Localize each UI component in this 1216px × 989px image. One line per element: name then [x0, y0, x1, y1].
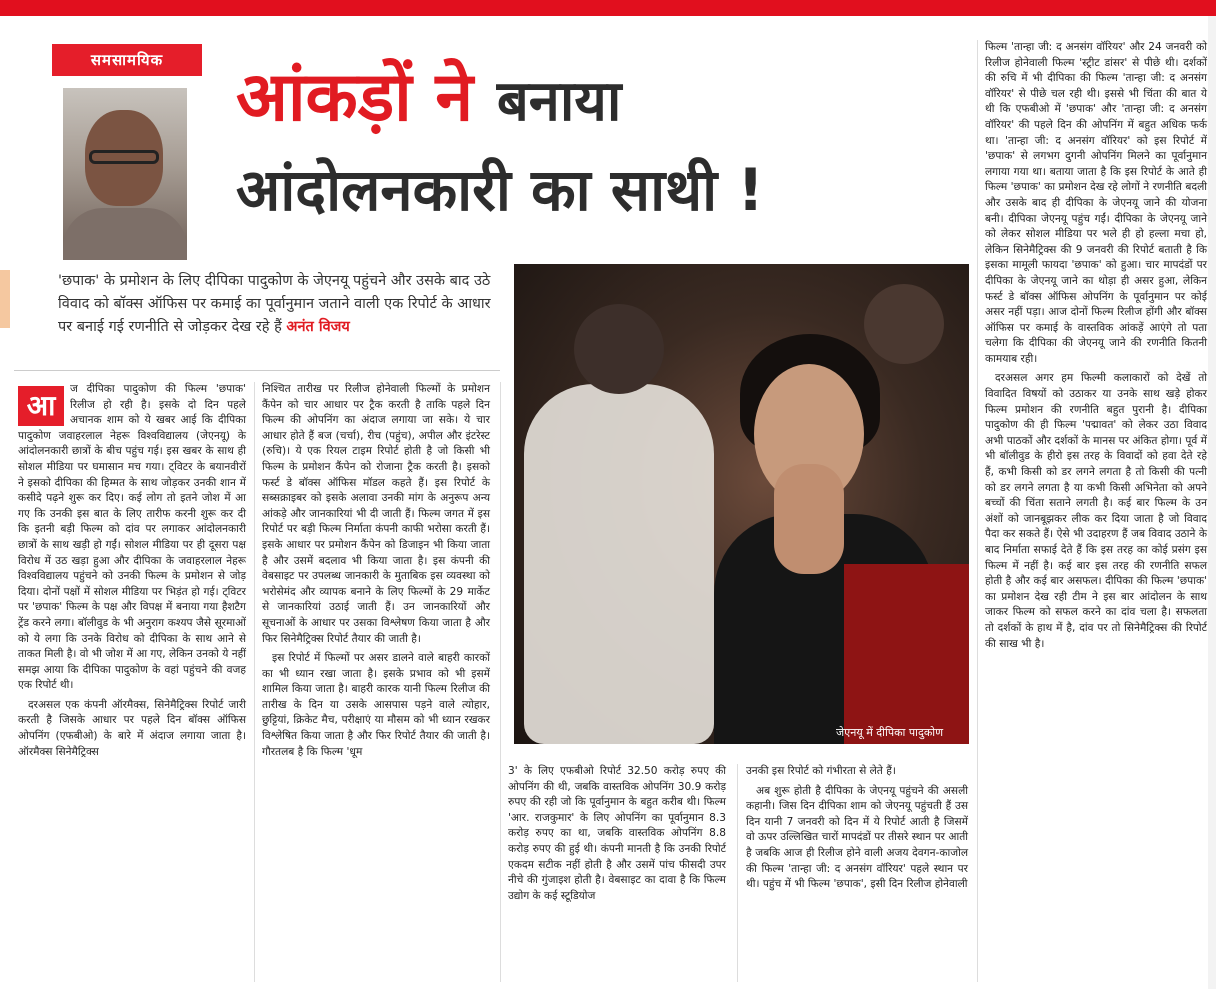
photo-caption: जेएनयू में दीपिका पादुकोण	[836, 726, 944, 739]
top-red-band	[0, 0, 1216, 16]
photo-red-garment	[844, 564, 969, 744]
author-byline: अनंत विजय	[286, 319, 350, 335]
column-5-paragraph: फिल्म 'तान्हा जी: द अनसंग वॉरियर' और 24 जनवरी को रिलीज होनेवाली फिल्म 'स्ट्रीट डांसर' से पीछे थी। दर्शकों की रुचि में भी दीपिका की फिल्म 'तान्हा जी: द अनसंग वॉरियर' से पीछे चल रही थी। इससे भी चिंता की बात ये थी कि एफबीओ में 'छपाक' और 'तान्हा जी: द अनसंग वॉरियर' की पहले दिन की ओपनिंग में बहुत अधिक फर्क था। 'तान्हा जी: द अनसंग वॉरियर' को इस रिपोर्ट में 'छपाक' से लगभग दुगनी ओपनिंग मिलने का पूर्वानुमान लगाया गया था। बताया जाता है कि इस रिपोर्ट के आते ही फिल्म 'छपाक' का प्रमोशन देख रहे लोगों ने रणनीति बदली और उसके बाद ही दीपिका के जेएनयू जाने की योजना बनी। दीपिका जेएनयू पहुंच गईं। दीपिका के जेएनयू जाने को लेकर सोशल मीडिया पर भले ही हो हल्ला मचा हो, लेकिन सिनेमैट्रिक्स की 9 जनवरी की रिपोर्ट बताती है कि इसका मामूली फायदा 'छपाक' को हुआ। चार मापदंडों पर दीपिका के जेएनयू जाने का थोड़ा ही असर हुआ, लेकिन फर्स्ट डे बॉक्स ऑफिस ओपनिंग के पूर्वानुमान पर कोई असर नहीं पड़ा। आज दोनों फिल्म रिलीज होंगी और बॉक्स ऑफिस पर कमाई के वास्तविक आंकड़ें आएंगे तो पता चलेगा कि दीपिका की जेएनयू जाने की रणनीति कितनी कामयाब रही।	[985, 41, 1207, 365]
column-rule	[254, 382, 255, 982]
section-kicker: समसामयिक	[52, 44, 202, 76]
column-5	[985, 40, 1207, 656]
column-rule	[977, 40, 978, 982]
author-glasses	[89, 150, 159, 164]
column-2-paragraph: निश्चित तारीख पर रिलीज होनेवाली फिल्मों के प्रमोशन कैंपेन को चार आधार पर ट्रैक करती है ताकि पहले दिन फिल्म की ओपनिंग का अंदाज लगाया जा सके। ये चार आधार होते हैं बज (चर्चा), रीच (पहुंच), अपील और इंटरेस्ट (रुचि)। ये एक रियल टाइम रिपोर्ट होती है जो किसी भी फिल्म के प्रमोशन कैंपेन को रोजाना ट्रैक करती है। इसको फर्स्ट डे बॉक्स ऑफिस मॉडल कहते हैं। इस रिपोर्ट के सब्सक्राइबर को इसके अलावा उनकी मांग के अनुरूप अन्य आंकड़े और जानकारियां भी दी जाती हैं। फिल्म जगत में इस रिपोर्ट पर बड़ी फिल्म निर्माता कंपनी काफी भरोसा करती हैं। इसके आधार पर प्रमोशन कैंपेन को डिजाइन भी किया जाता है और उसमें बदलाव भी किया जाता है। इस कंपनी की वेबसाइट पर उपलब्ध जानकारी के मुताबिक इस व्यवस्था को भरोसेमंद और व्यापक बनाने के लिए फिल्मों के 29 मार्केट से जानकारियां उठाई जाती हैं। उन जानकारियों और सूचनाओं के आधार पर उसका विश्लेषण किया जाता है और फिर सिनेमैट्रिक्स रिपोर्ट तैयार की जाती है।	[262, 383, 490, 645]
headline-line-1	[236, 56, 956, 144]
column-3-paragraph: 3' के लिए एफबीओ रिपोर्ट 32.50 करोड़ रुपए की ओपनिंग की थी, जबकि वास्तविक ओपनिंग 30.9 करोड़ रुपए की रही जो कि पूर्वानुमान के बहुत करीब थी। फिल्म 'आर. राजकुमार' के लिए ओपनिंग का पूर्वानुमान 8.3 करोड़ रुपए का था, जबकि वास्तविक ओपनिंग 8.8 करोड़ रुपए की हुई थी। कंपनी मानती है कि उनकी रिपोर्ट एकदम सटीक नहीं होती है और उसमें पांच फीसदी उपर नीचे की गुंजाइश होती है। वेबसाइट का दावा है कि फिल्म उद्योग के कई स्टूडियोज	[508, 765, 726, 902]
headline	[236, 56, 956, 230]
page-edge-strip	[0, 270, 10, 328]
photo-crowd-head	[574, 304, 664, 394]
column-1	[18, 382, 246, 764]
headline-line-2: आंदोलनकारी का साथी !	[236, 156, 764, 224]
lead-divider	[14, 370, 500, 371]
photo-folded-hands	[774, 464, 844, 574]
column-5-paragraph: दरअसल अगर हम फिल्मी कलाकारों को देखें तो विवादित विषयों को उठाकर या उनके साथ खड़े होकर फिल्म प्रमोशन की रणनीति बहुत पुरानी है। दीपिका पादुकोण की ही फिल्म 'पद्मावत' को लेकर उठा विवाद अभी पाठकों और दर्शकों के मानस पर अंकित होगा। पूर्व में भी बॉलीवुड के हीरो इस तरह के विवादों को हवा देते रहे हैं, कभी किसी को डर लगने लगता है तो किसी की पत्नी को डर लगने लगता है या कभी किसी अभिनेता को अपने बच्चों की चिंता सताने लगती है। कई बार फिल्म के उन अंशों को जानबूझकर लीक कर दिया जाता है जो विवाद पैदा कर सकते हैं। ऐसे भी उदाहरण हैं जब विवाद उठाने के बाद निर्माता सफाई देते हैं कि इस तरह का कोई प्रसंग इस फिल्म में नहीं है। कई बार इस तरह की रणनीति सफल होती है और कई बार असफल। दीपिका की फिल्म 'छपाक' का प्रमोशन देख रही टीम ने इस बार आंदोलन के साथ जाकर फिल्म को सफल करने का दांव चला है। सफलता तो दर्शकों के हाथ में है, दांव पर तो सिनेमैट्रिक्स की रिपोर्ट की साख भी है।	[985, 372, 1207, 650]
column-2-paragraph: इस रिपोर्ट में फिल्मों पर असर डालने वाले बाहरी कारकों का भी ध्यान रखा जाता है। इसके प्रभाव को भी इसमें शामिल किया जाता है। बाहरी कारक यानी फिल्म रिलीज की तारीख के दिन या उसके आसपास पड़ने वाले त्योहार, छुट्टियां, क्रिकेट मैच, परीक्षाएं या मौसम को भी ध्यान रखकर विश्लेषित किया जाता है और फिर रिपोर्ट तैयार की जाती है। गौरतलब है कि फिल्म 'धूम	[262, 652, 490, 758]
column-4	[746, 764, 968, 897]
column-1-paragraph: दरअसल एक कंपनी ऑरमैक्स, सिनेमैट्रिक्स रिपोर्ट जारी करती है जिसके आधार पर पहले दिन बॉक्स ऑफिस ओपनिंग (एफबीओ) के बारे में अंदाज लगाया जाता है। ऑरमैक्स सिनेमैट्रिक्स	[18, 698, 246, 758]
lead-text: 'छपाक' के प्रमोशन के लिए दीपिका पादुकोण के जेएनयू पहुंचने और उसके बाद उठे विवाद को बॉक्स ऑफिस पर कमाई का पूर्वानुमान जताने वाली एक रिपोर्ट के आधार पर बनाई गई रणनीति से जोड़कर देख रहे हैं	[58, 273, 491, 335]
column-1-paragraph: ज दीपिका पादुकोण की फिल्म 'छपाक' रिलीज हो रही है। इसके दो दिन पहले अचानक शाम को ये खबर आई कि दीपिका पादुकोण जवाहरलाल नेहरू विश्वविद्यालय (जेएनयू) के आंदोलनकारी छात्रों के बीच पहुंच गई। इस खबर के साथ ही सोशल मीडिया पर घमासान मच गया। ट्विटर के बयानवीरों ने इसको दीपिका की हिम्मत के साथ जोड़कर उनकी शान में कसीदे पढ़ने शुरू कर दिए। कई लोग तो इतने जोश में आ गए कि उनकी इस बात के लिए तारीफ करनी शुरू कर दी कि इतनी बड़ी फिल्म को दांव पर लगाकर आंदोलनकारी छात्रों के साथ खड़ी हो गईं। सोशल मीडिया पर ही दूसरा पक्ष विरोध में उठ खड़ा हुआ और दीपिका के जवाहरलाल नेहरू विश्वविद्यालय पहुंचने को उनकी फिल्म के प्रमोशन से जोड़ दिया। दोनों पक्षों में सोशल मीडिया पर भिड़ंत हो गई। ट्विटर पर 'छपाक' फिल्म के पक्ष और विपक्ष में बनाया गया हैशटैग ट्रेंड करने लगा। बॉलीवुड के भी अनुराग कश्यप जैसे सूरमाओं को ये लगा कि उनके विरोध को दीपिका के साथ आने से ताकत मिली है। वो भी जोश में आ गए, लेकिन उनको ये नहीं समझ आया कि दीपिका पादुकोण के वहां पहुंचने की वजह एक रिपोर्ट थी।	[18, 383, 246, 692]
column-rule	[737, 764, 738, 982]
author-shirt	[63, 208, 187, 260]
lead-paragraph	[58, 270, 498, 339]
page-margin-strip	[1208, 16, 1216, 989]
column-4-paragraph: उनकी इस रिपोर्ट को गंभीरता से लेते हैं।	[746, 765, 896, 777]
drop-cap: आ	[18, 386, 64, 426]
headline-dark-part: बनाया	[496, 69, 622, 134]
headline-red-part: आंकड़ों ने	[236, 58, 474, 137]
column-4-paragraph: अब शुरू होती है दीपिका के जेएनयू पहुंचने की असली कहानी। जिस दिन दीपिका शाम को जेएनयू पहुंचती हैं उस दिन यानी 7 जनवरी को दिन में ये रिपोर्ट आती है जिसमें वो ऊपर उल्लिखित चारों मापदंडों पर तीसरे स्थान पर आती है जबकि आज ही रिलीज होने वाली अजय देवगन-काजोल की फिल्म 'तान्हा जी: द अनसंग वॉरियर' पहले स्थान पर थी। पहुंच में भी फिल्म 'छपाक', इसी दिन रिलीज होनेवाली	[746, 784, 968, 891]
author-photo	[63, 88, 187, 260]
photo-crowd-head	[864, 284, 944, 364]
column-rule	[500, 382, 501, 982]
jnu-photo	[514, 264, 969, 744]
photo-person-left	[524, 384, 714, 744]
column-3	[508, 764, 726, 908]
column-2	[262, 382, 490, 764]
